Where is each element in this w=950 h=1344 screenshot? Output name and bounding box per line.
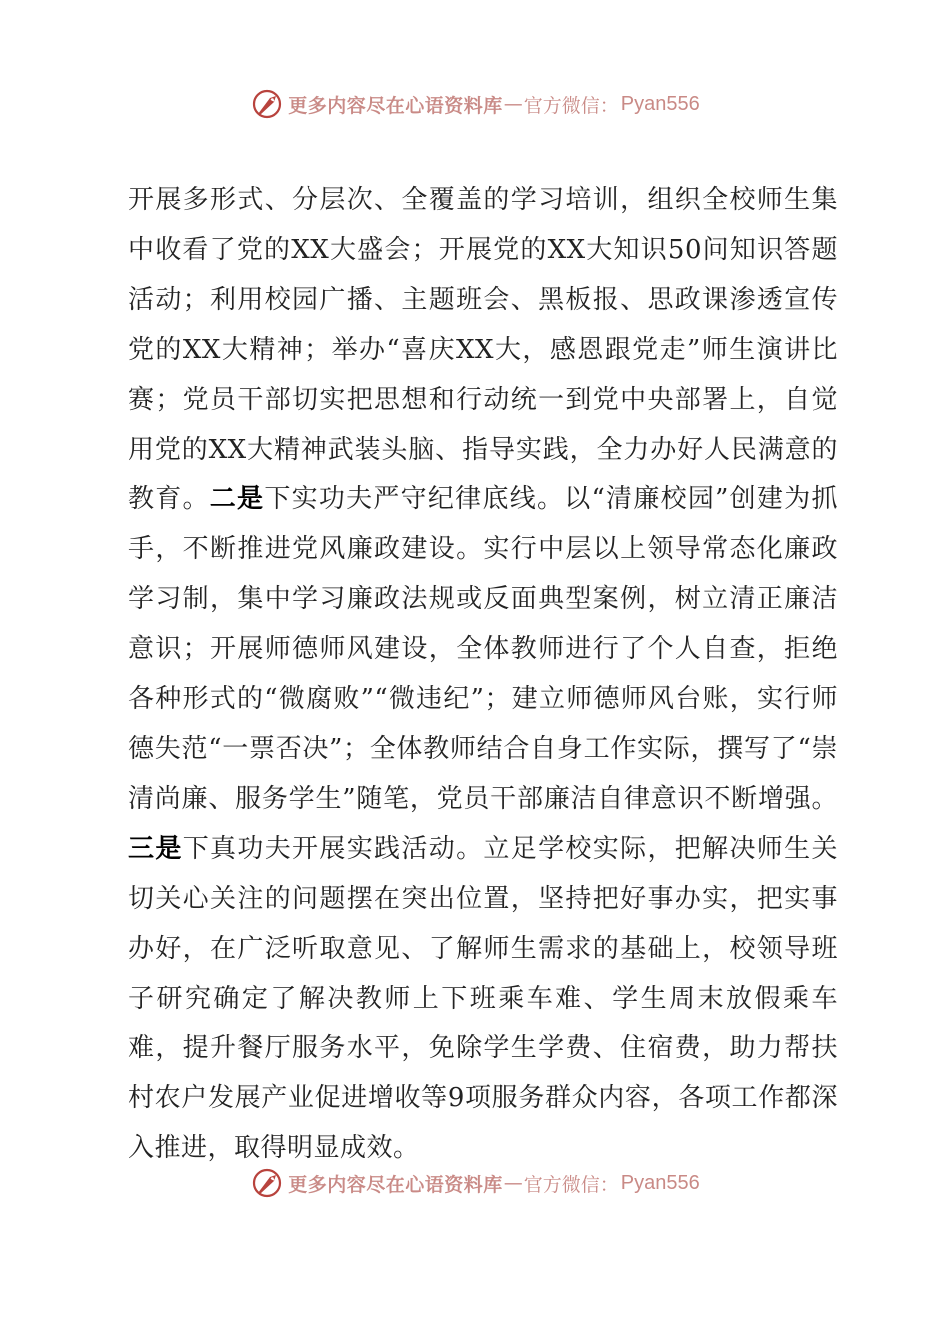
header-banner <box>0 84 950 124</box>
text-segment-3: 下真功夫开展实践活动。立足学校实际，把解决师生关切关心关注的问题摆在突出位置，坚持把好事办实，把实事办好，在广泛听取意见、了解师生需求的基础上，校领导班子研究确定了解决教师上下班乘车难、学生周末放假乘车难，提升餐厅服务水平，免除学生学费、住宿费，助力帮扶村农户发展产业促进增收等9项服务群众内容，各项工作都深入推进，取得明显成效。 <box>128 833 838 1164</box>
banner-wechat-id: Pyan556 <box>620 92 700 115</box>
banner-wechat-id: Pyan556 <box>620 1171 700 1194</box>
bold-marker-2: 二是 <box>209 484 265 515</box>
banner-slogan: 更多内容尽在心语资料库 <box>288 1173 503 1196</box>
banner-wechat-label: 官方微信： <box>523 1173 619 1196</box>
banner-separator: — <box>503 1172 523 1194</box>
text-segment-2: 下实功夫严守纪律底线。以“清廉校园”创建为抓手，不断推进党风廉政建设。实行中层以上领导常态化廉政学习制，集中学习廉政法规或反面典型案例，树立清正廉洁意识；开展师德师风建设，全体教师进行了个人自查，拒绝各种形式的“微腐败”“微违纪”；建立师德师风台账，实行师德失范“一票否决”；全体教师结合自身工作实际，撰写了“崇清尚廉、服务学生”随笔，党员干部廉洁自律意识不断增强。 <box>128 484 838 814</box>
banner-wechat-label: 官方微信： <box>523 94 619 117</box>
pen-nib-logo-icon <box>250 87 284 121</box>
body-paragraph <box>128 176 838 1174</box>
footer-banner <box>0 1163 950 1203</box>
bold-marker-3: 三是 <box>128 833 183 864</box>
pen-nib-logo-icon <box>250 1166 284 1200</box>
banner-slogan: 更多内容尽在心语资料库 <box>288 94 503 117</box>
text-segment-1: 开展多形式、分层次、全覆盖的学习培训，组织全校师生集中收看了党的XX大盛会；开展党的XX大知识50问知识答题活动；利用校园广播、主题班会、黑板报、思政课渗透宣传党的XX大精神；举办“喜庆XX大，感恩跟党走”师生演讲比赛；党员干部切实把思想和行动统一到党中央部署上，自觉用党的XX大精神武装头脑、指导实践，全力办好人民满意的教育。 <box>128 185 838 515</box>
banner-separator: — <box>503 93 523 115</box>
